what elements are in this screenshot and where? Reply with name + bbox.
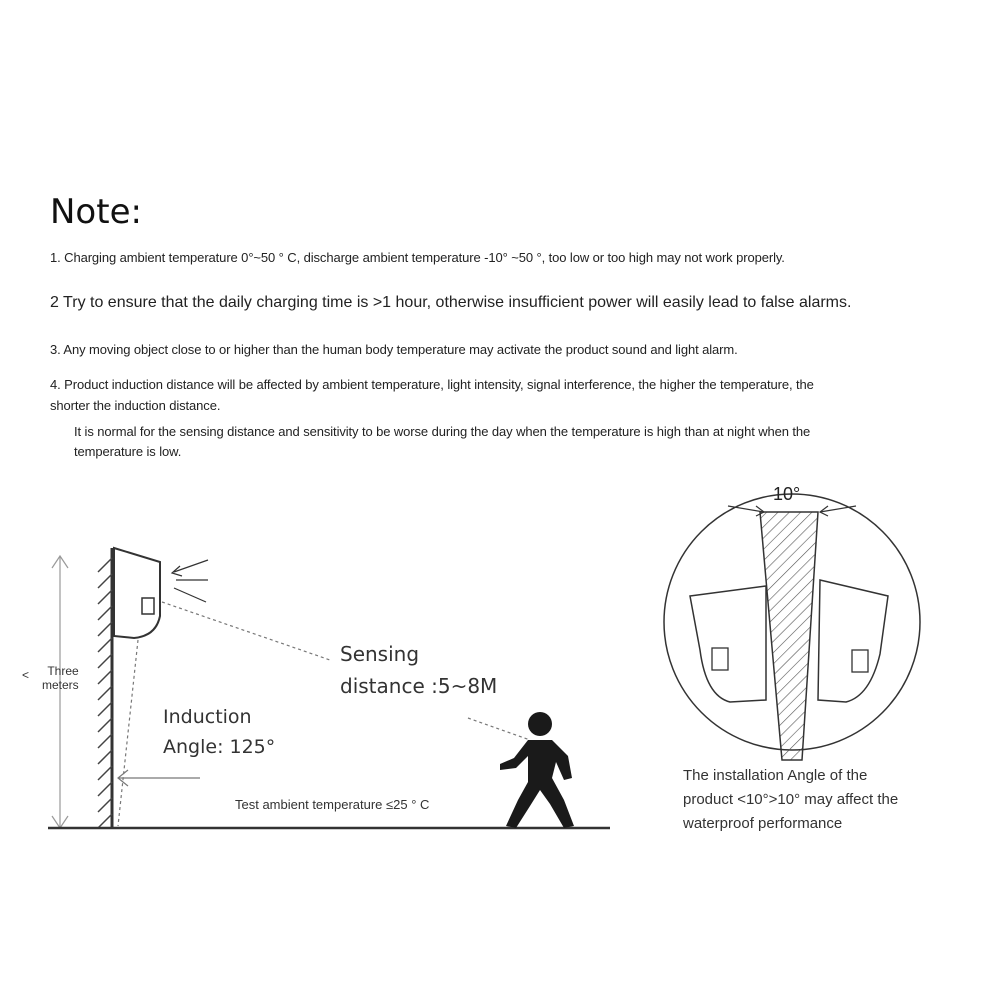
installation-caption-line-3: waterproof performance	[683, 815, 843, 832]
note-title: Note:	[50, 192, 142, 232]
note-item-5-line-2: temperature is low.	[74, 444, 182, 459]
angle-diagram	[664, 494, 920, 760]
induction-label-line-2: Angle: 125°	[163, 736, 276, 758]
note-item-2: 2 Try to ensure that the daily charging time is >1 hour, otherwise insufficient power will easily lead to false alarms.	[50, 294, 852, 311]
note-item-4-line-2: shorter the induction distance.	[50, 398, 221, 413]
height-label	[22, 664, 79, 692]
sensing-label-line-1: Sensing	[340, 642, 420, 666]
induction-label-line-1: Induction	[163, 706, 252, 728]
test-temperature-label: Test ambient temperature ≤25 ° C	[235, 797, 430, 812]
note-item-3: 3. Any moving object close to or higher than the human body temperature may activate the product sound and light alarm.	[50, 342, 738, 357]
person-silhouette	[500, 712, 574, 828]
height-label-arrow: <	[22, 668, 30, 682]
installation-caption-line-1: The installation Angle of the	[683, 767, 868, 784]
note-item-5-line-1: It is normal for the sensing distance and sensitivity to be worse during the day when the temperature is high than at night when the	[74, 424, 811, 439]
sensor-device	[114, 548, 208, 638]
height-arrow	[52, 556, 68, 828]
angle-label: 10°	[773, 484, 801, 504]
height-label-line-2: meters	[42, 678, 79, 692]
installation-caption-line-2: product <10°>10° may affect the	[683, 791, 899, 808]
note-item-4-line-1: 4. Product induction distance will be affected by ambient temperature, light intensity, signal interference, the higher the temperature, the	[50, 377, 814, 392]
height-label-line-1: Three	[47, 664, 79, 678]
wall	[98, 548, 112, 828]
sensing-label-line-2: distance :5~8M	[340, 674, 498, 698]
note-item-1: 1. Charging ambient temperature 0°~50 ° C, discharge ambient temperature -10° ~50 °, too low or too high may not work properly.	[50, 250, 785, 265]
